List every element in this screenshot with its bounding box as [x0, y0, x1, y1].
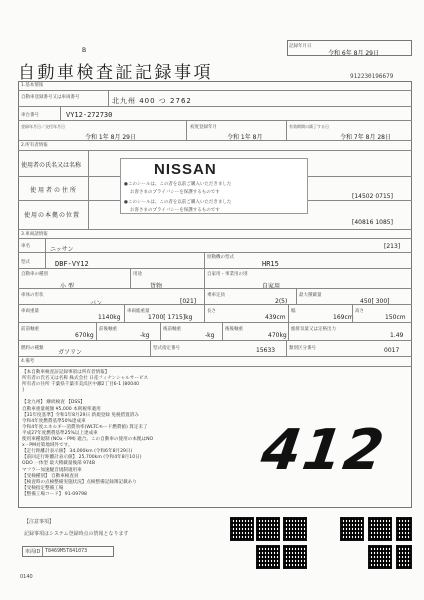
maker: ニッサン	[50, 246, 74, 253]
qr-code	[230, 517, 254, 541]
qr-code	[340, 517, 364, 541]
base-label: 使用の本拠の位置	[24, 212, 81, 219]
user-addr-label: 使用者の住所	[30, 187, 79, 194]
form-mark: B	[82, 47, 87, 54]
gross: 1700[ 1715]kg	[148, 314, 193, 321]
disp: 1.49	[390, 332, 404, 339]
model: DBF-VY12	[55, 260, 89, 268]
car-id-label: 車両ID	[25, 549, 41, 555]
reg-date-label: 登録年月日／交付年月日	[21, 124, 65, 129]
biz: 自家用	[262, 283, 281, 290]
body-code: [021]	[180, 298, 197, 305]
disp-label: 総排気量又は定格出力	[291, 327, 336, 332]
rf-label: 後前軸重	[163, 327, 181, 332]
expiry-label: 有効期間の満了する日	[289, 124, 329, 129]
qr-code	[283, 545, 307, 569]
qr-code	[368, 545, 392, 569]
expiry: 令和 7年 8月 28日	[340, 134, 391, 141]
fuel-label: 燃料の種類	[21, 346, 44, 351]
reg-date: 令和 1年 8月 29日	[85, 134, 136, 141]
body-label: 車体の形状	[21, 293, 44, 298]
remark-line: 【検査時の点検整備実施状況】点検整備記録簿記載あり	[22, 479, 137, 485]
capacity: 2(5)	[275, 298, 288, 305]
fr: -kg	[140, 332, 150, 339]
rr: 470kg	[268, 332, 287, 339]
remark-line: 所有者の住所 千葉県千葉市美浜区中瀬2丁目6-1 [80040	[22, 382, 140, 388]
weight-label: 車両重量	[21, 309, 39, 314]
reg-label: 自動車登録番号又は車両番号	[21, 95, 80, 100]
section-4-heading: 4.備考	[21, 359, 35, 364]
qr-code	[396, 517, 412, 541]
width-label: 幅	[291, 309, 296, 314]
length: 439cm	[265, 314, 286, 321]
qr-code	[368, 517, 392, 541]
remark-line: 自動車重量税額 ¥5,000 本則税率適用	[22, 406, 101, 412]
biz-label: 自家用・事業用の別	[207, 272, 248, 277]
cat: 0017	[384, 347, 400, 354]
rr-label: 後後軸重	[225, 327, 243, 332]
maxload: 450[ 300]	[360, 298, 390, 305]
seal-notice-1a: ●このシールは、この者を以前ご購入いただきました	[124, 182, 232, 187]
type-no: 15633	[256, 347, 276, 354]
section-3-heading: 3.車両諸情報	[21, 232, 48, 237]
height-label: 高さ	[355, 309, 364, 314]
width: 169cm	[333, 314, 354, 321]
engine-label: 原動機の型式	[207, 255, 234, 260]
seal-notice-2a: ●このシールは、この者を以前ご購入いただきました	[124, 200, 232, 205]
doc-number: 912230196679	[350, 73, 394, 80]
kind-label: 自動車の種別	[21, 272, 48, 277]
remark-line: ]	[22, 388, 24, 394]
height: 150cm	[385, 314, 406, 321]
kind: 小 型	[60, 283, 74, 290]
fuel: ガソリン	[58, 349, 83, 356]
notes-text: 記録事項はシステム登録時点の情報となります	[24, 531, 129, 537]
document-title: 自動車検査証記録事項	[18, 63, 213, 83]
first-reg: 令和 1年 8月	[227, 134, 263, 141]
remark-line: 【走行距離計表示値】 34,000km (令和6年8月29日)	[22, 449, 133, 455]
maxload-label: 最大積載量	[299, 293, 322, 298]
remark-line: 令和4年度エネルギー消費効率(WLTCモード燃費値) 算定未了	[22, 424, 148, 430]
maker-code: [213]	[384, 243, 401, 250]
issue-date-label: 記録年月日	[289, 44, 312, 49]
remark-line: 【前回走行距離計表示値】 25,700km (令和4年8月10日)	[22, 455, 142, 461]
car-id: T8469M5T841073	[45, 548, 88, 554]
remark-line: 所有者の氏名又は名称 株式会社 日産フィナンシャルサービス	[22, 376, 149, 382]
remark-line: 【受検指定整備工場	[22, 485, 64, 491]
reg-value: 北九州 400 つ 2762	[112, 97, 192, 105]
section-2-heading: 2.所有者情報	[21, 143, 48, 148]
remark-line: 【整備工場コード】 91-09798	[22, 491, 87, 497]
type-no-label: 型式指定番号	[153, 346, 180, 351]
remark-line: 【受検種別】 自動車検査員	[22, 473, 79, 479]
seal-notice-2b: お客さまのプライバシーを保護するものです	[130, 208, 220, 213]
user-name-label: 使用者の氏名又は名称	[21, 162, 82, 169]
remark-line: 平成27年度燃費基準25%以上達成車	[22, 430, 98, 436]
remark-line: 令和4年度燃費基準50%達成車	[22, 418, 86, 424]
remark-line: 【本自動車検査証記録事項は所有者情報】	[22, 370, 110, 375]
qr-code	[256, 517, 280, 541]
remarks-block	[22, 370, 242, 498]
capacity-label: 乗車定員	[207, 293, 225, 298]
notes-heading: 【注意事項】	[24, 519, 55, 525]
remark-line: マフラー加速騒音規制適用車	[22, 467, 82, 473]
qr-code	[283, 517, 307, 541]
remark-line: x・PM対策地域外です。	[22, 443, 73, 449]
weight: 1140kg	[98, 314, 121, 321]
engine: HR15	[262, 260, 279, 268]
issue-date: 令和 6年 8月 29日	[328, 50, 379, 57]
ff-label: 前前軸重	[21, 327, 39, 332]
remark-line: ODO 一体型 最大積載量後部 974B	[22, 461, 96, 467]
use: 貨物	[150, 283, 163, 290]
nissan-logo: NISSAN	[154, 161, 217, 178]
maker-label: 車名	[21, 244, 30, 249]
cat-label: 類別区分番号	[289, 346, 316, 351]
remark-line: 【北九州】 継続検査 【DSS】	[22, 400, 85, 406]
seal-notice-1b: お客さまのプライバシーを保護するものです	[130, 190, 220, 195]
vin-label: 車台番号	[21, 113, 39, 118]
model-label: 型式	[21, 260, 30, 265]
ff: 670kg	[75, 332, 94, 339]
addr-code: [14502 0715]	[352, 193, 393, 200]
section-1-heading: 1.基本情報	[21, 83, 44, 88]
remark-line: 使用車種規制 (NOx・PM) 適合。この自動車の使用の本拠はNO	[22, 437, 154, 443]
length-label: 長さ	[207, 309, 216, 314]
remark-line: 【31年度基準】令和1年8月29日 新規登録 免税措置済み	[22, 412, 139, 418]
handwritten-number: 412	[257, 418, 390, 483]
first-reg-label: 初度登録年月	[190, 125, 217, 130]
rf: -kg	[205, 332, 215, 339]
gross-label: 車両総重量	[127, 309, 150, 314]
use-label: 用途	[133, 272, 142, 277]
qr-code	[396, 545, 412, 569]
qr-code	[256, 545, 280, 569]
fr-label: 前後軸重	[99, 327, 117, 332]
body: バン	[90, 300, 103, 307]
base-code: [40816 1085]	[352, 219, 393, 226]
footer-code: 0140	[20, 574, 33, 580]
vin-value: VY12-272730	[66, 111, 113, 119]
